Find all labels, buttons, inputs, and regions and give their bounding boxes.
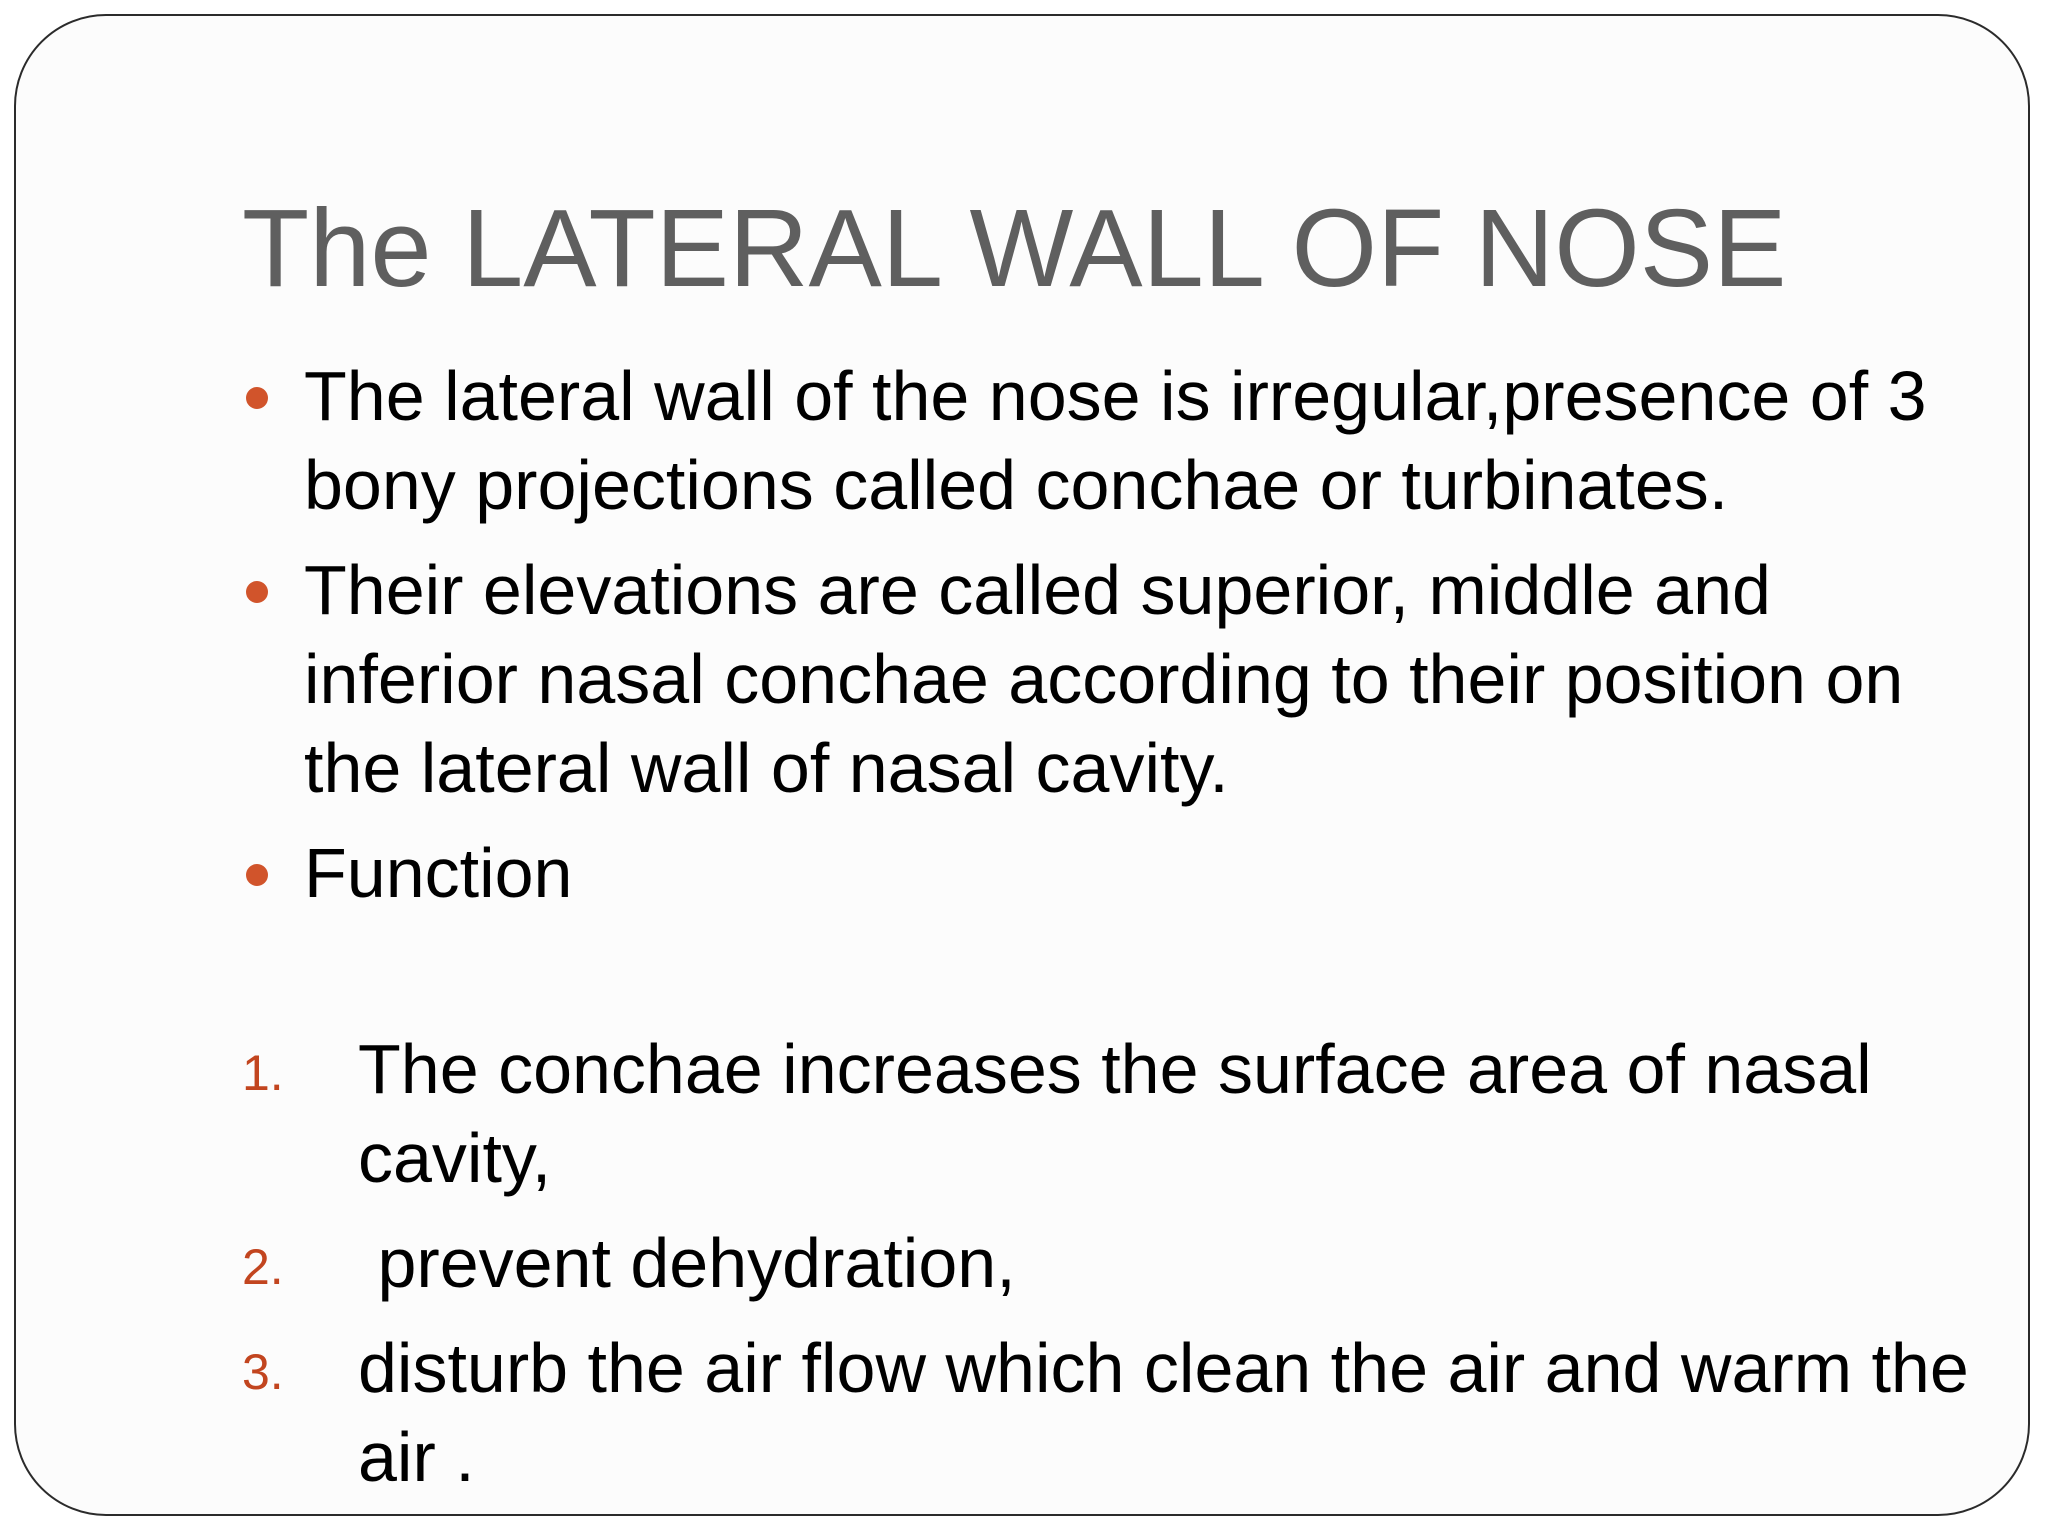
number-marker: 1.	[242, 1045, 284, 1101]
bullet-list	[242, 352, 1942, 934]
numbered-item	[242, 1025, 2022, 1203]
bullet-item	[242, 546, 1942, 813]
numbered-text: prevent dehydration,	[358, 1224, 1016, 1302]
numbered-item	[242, 1324, 2022, 1502]
slide-title: The LATERAL WALL OF NOSE	[242, 187, 1787, 310]
number-marker: 2.	[242, 1239, 284, 1295]
bullet-text: The lateral wall of the nose is irregular,presence of 3 bony projections called conchae or turbinates.	[304, 357, 1927, 524]
bullet-dot-icon	[246, 864, 268, 886]
numbered-text: disturb the air flow which clean the air and warm the air .	[358, 1329, 1969, 1496]
numbered-list	[242, 1025, 2022, 1518]
bullet-dot-icon	[246, 387, 268, 409]
bullet-item	[242, 829, 1942, 918]
bullet-dot-icon	[246, 581, 268, 603]
slide	[14, 14, 2030, 1516]
number-marker: 3.	[242, 1344, 284, 1400]
bullet-item	[242, 352, 1942, 530]
numbered-item	[242, 1219, 2022, 1308]
bullet-text: Their elevations are called superior, middle and inferior nasal conchae according to their position on the lateral wall of nasal cavity.	[304, 551, 1904, 807]
numbered-text: The conchae increases the surface area of nasal cavity,	[358, 1030, 1872, 1197]
bullet-text: Function	[304, 834, 573, 912]
